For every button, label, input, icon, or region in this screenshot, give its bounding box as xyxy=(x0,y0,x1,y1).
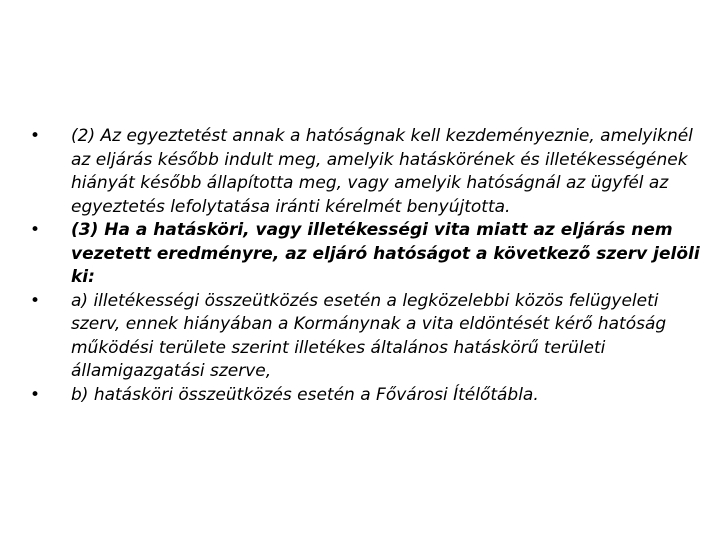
bullet-text: b) hatásköri összeütközés esetén a Fővárosi Ítélőtábla. xyxy=(71,384,539,405)
bullet-marker: • xyxy=(30,126,41,146)
bullet-item-b xyxy=(30,384,700,408)
bullet-marker: • xyxy=(30,290,41,311)
bullet-marker: • xyxy=(30,384,41,405)
bullet-item-3 xyxy=(30,219,700,290)
bullet-text: a) illetékességi összeütközés esetén a legközelebbi közös felügyeleti szerv, ennek hiányában a Kormánynak a vita eldöntését kérő hatóság működési területe szerint illetékes általános hatáskörű területi államigazgatási szerve, xyxy=(71,290,667,381)
bullet-list xyxy=(30,125,700,407)
bullet-item-a xyxy=(30,290,700,384)
bullet-item-2 xyxy=(30,125,700,219)
bullet-text: (2) Az egyeztetést annak a hatóságnak kell kezdeményeznie, amelyiknél az eljárás később indult meg, amelyik hatáskörének és illetékességének hiányát később állapította meg, vagy amelyik hatóságnál az ügyfél az egyeztetés lefolytatása iránti kérelmét benyújtotta. xyxy=(71,126,693,217)
bullet-marker: • xyxy=(30,220,41,240)
slide-content xyxy=(30,125,700,407)
bullet-text: (3) Ha a hatásköri, vagy illetékességi vita miatt az eljárás nem vezetett eredményre, az eljáró hatóságot a következő szerv jelöli ki: xyxy=(71,220,700,287)
